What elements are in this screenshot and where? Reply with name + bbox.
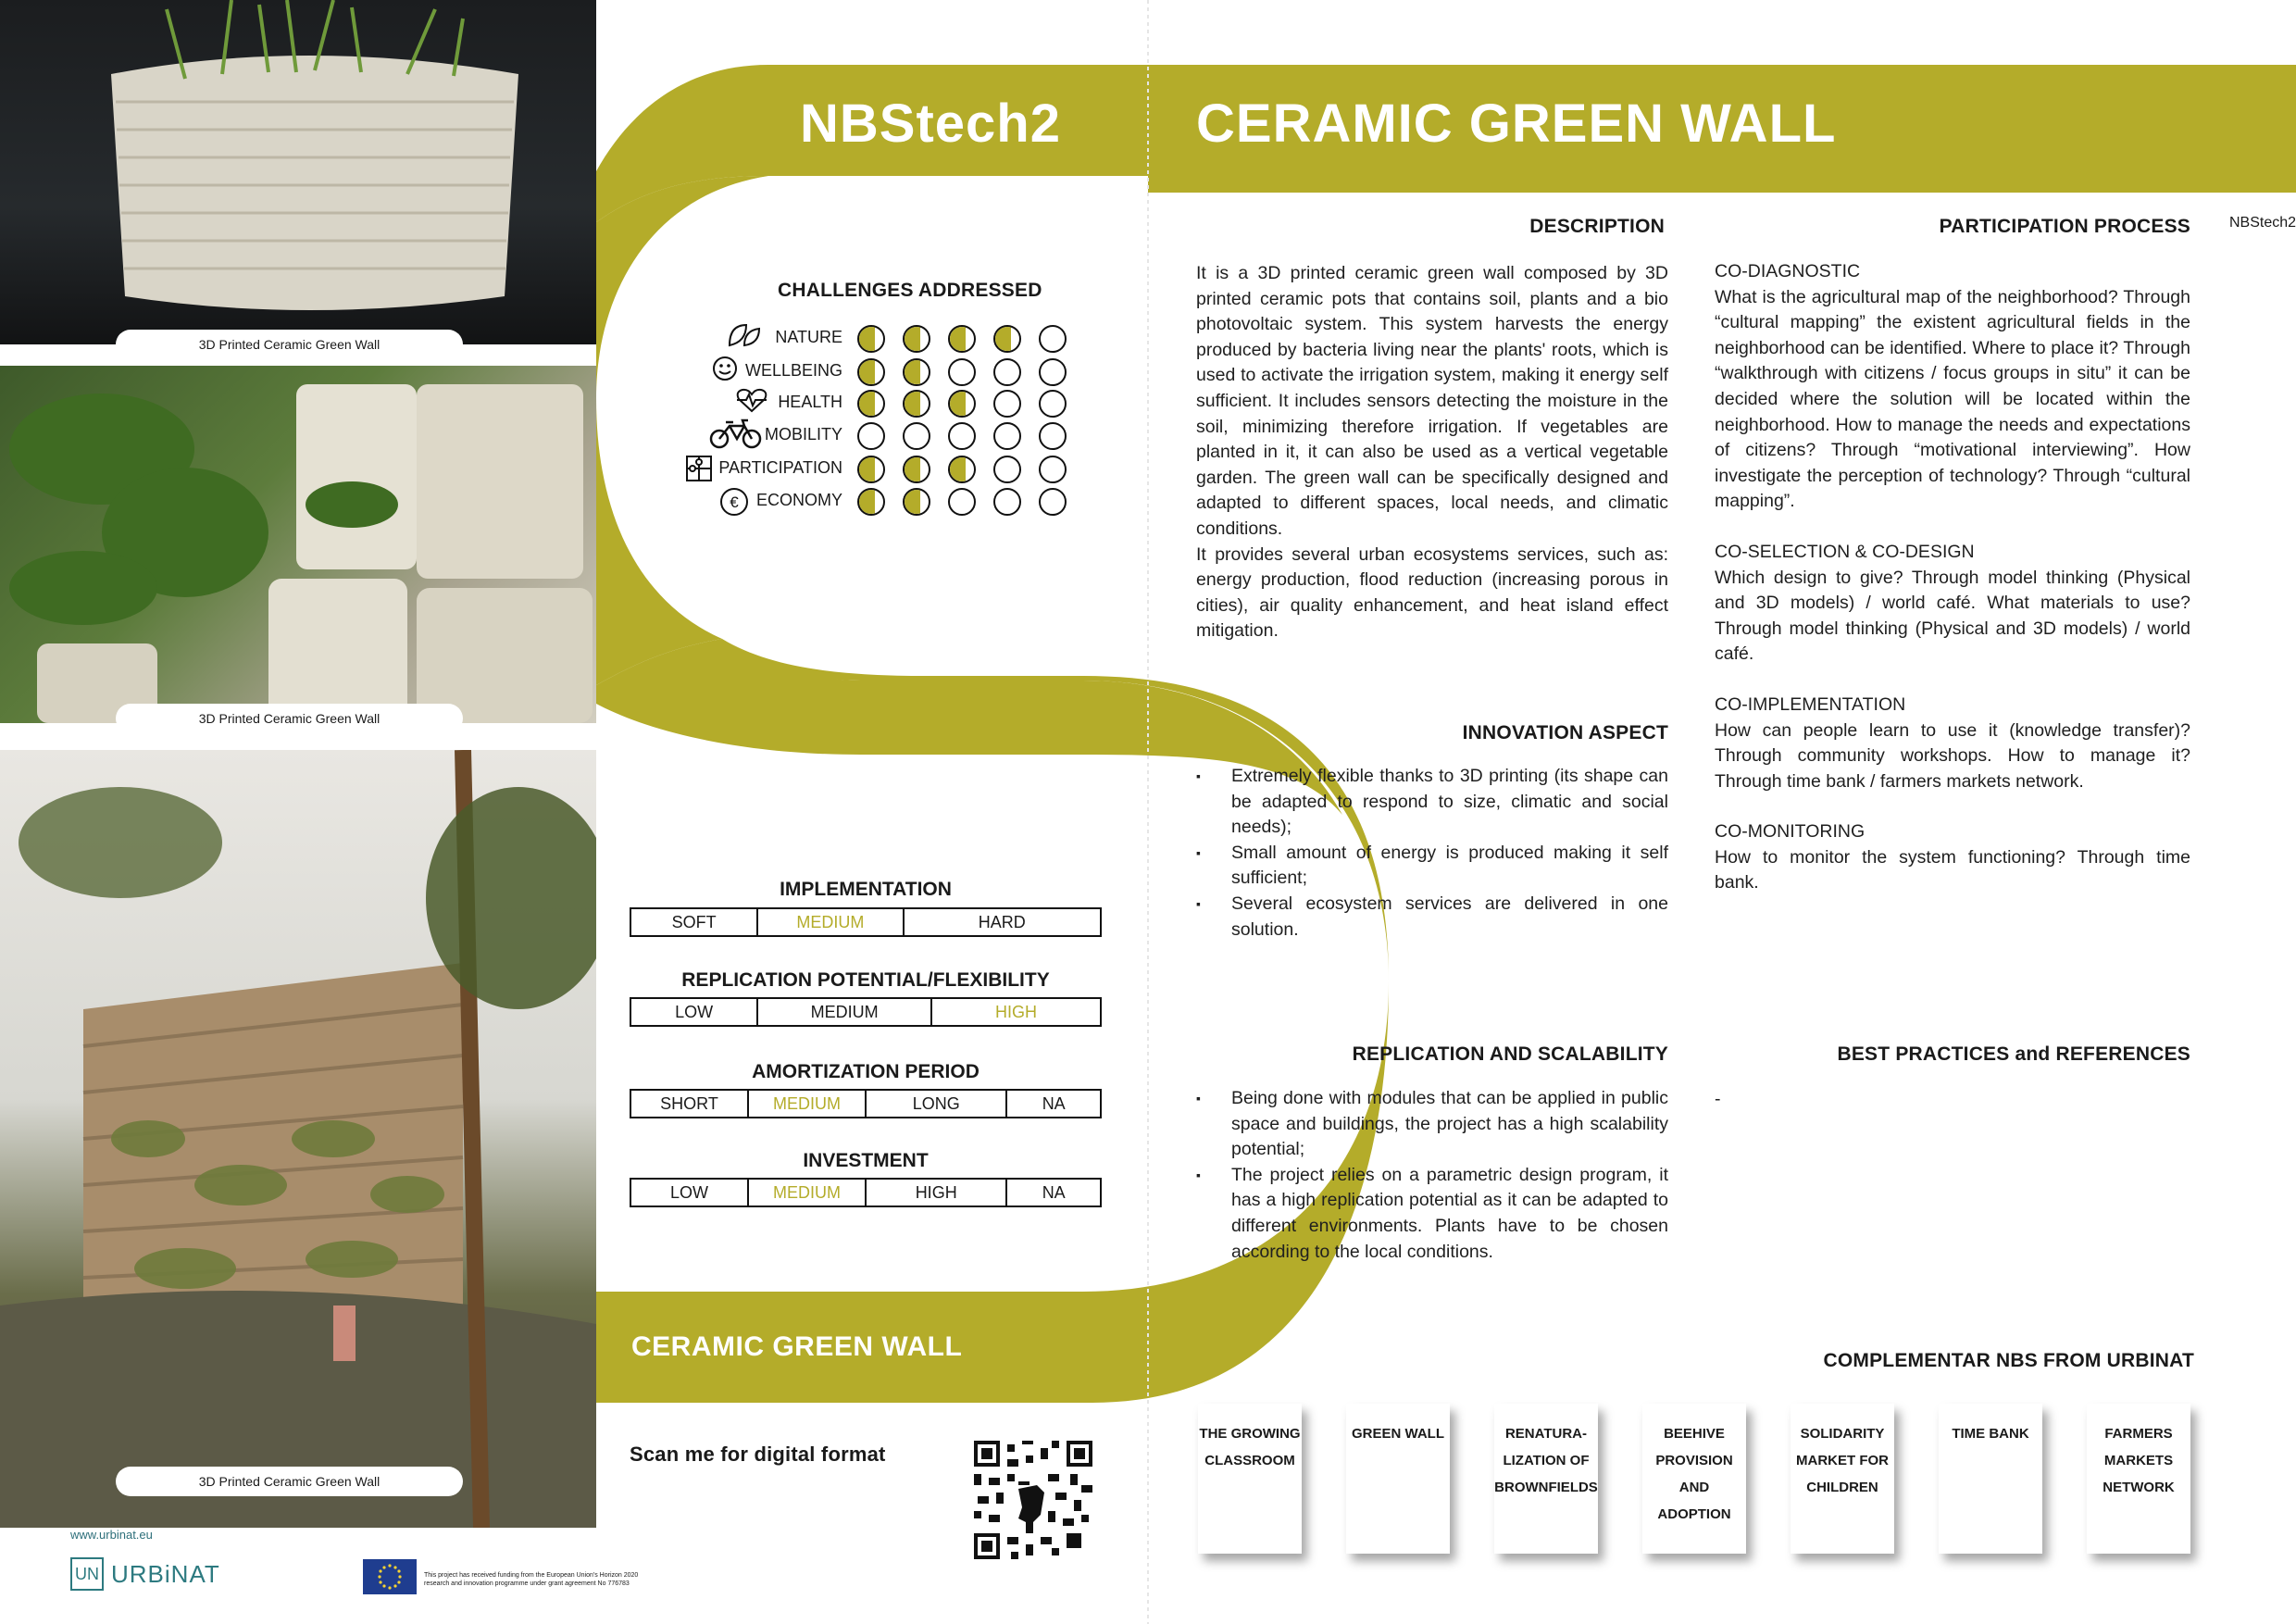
leaf-icon	[726, 321, 763, 349]
score-circle	[948, 390, 976, 418]
score-circle	[1039, 456, 1067, 483]
complementary-card-label: BROWNFIELDS	[1494, 1480, 1598, 1495]
replication-table	[630, 997, 1102, 1027]
participation-content	[1715, 259, 2190, 896]
complementary-card[interactable]	[2087, 1404, 2190, 1554]
score-circle	[993, 358, 1021, 386]
score-circle	[857, 488, 885, 516]
score-circle	[903, 358, 930, 386]
innovation-list	[1196, 764, 1668, 943]
score-circle	[948, 422, 976, 450]
complementary-card-label: LIZATION OF	[1503, 1453, 1590, 1468]
complementary-card-label: RENATURA-	[1504, 1426, 1588, 1442]
euro-icon	[718, 486, 750, 518]
photo-caption-3: 3D Printed Ceramic Green Wall	[116, 1467, 463, 1496]
complementary-card[interactable]	[1494, 1404, 1598, 1554]
score-circle	[903, 390, 930, 418]
participation-title: PARTICIPATION PROCESS	[1939, 216, 2190, 237]
heartbeat-icon	[735, 386, 768, 414]
amortization-option: NA	[1006, 1090, 1101, 1118]
complementary-card-label: TIME BANK	[1952, 1426, 2029, 1442]
participation-section-text: Which design to give? Through model thinking (Physical and 3D models) / world café. What materials to use? Through model thinking (Physical and 3D models) / world café.	[1715, 567, 2190, 665]
replication-option: HIGH	[931, 998, 1101, 1026]
score-circle	[948, 456, 976, 483]
score-circle	[857, 358, 885, 386]
best-practices-title: BEST PRACTICES and REFERENCES	[1837, 1043, 2190, 1065]
score-circle	[857, 422, 885, 450]
brand-title: NBStech2	[800, 94, 1061, 154]
complementary-card[interactable]	[1939, 1404, 2042, 1554]
svg-text:€: €	[730, 493, 739, 511]
participation-section-heading: CO-SELECTION & CO-DESIGN	[1715, 541, 1975, 562]
list-item: ▪ Extremely flexible thanks to 3D printing (its shape can be adapted to respond to size, climatic and social needs);	[1196, 764, 1668, 841]
score-circle	[903, 456, 930, 483]
complementary-card-label: GREEN WALL	[1352, 1426, 1444, 1442]
score-circle	[948, 325, 976, 353]
photo-caption-2: 3D Printed Ceramic Green Wall	[116, 704, 463, 733]
participation-section-heading: CO-DIAGNOSTIC	[1715, 261, 1861, 281]
investment-option: MEDIUM	[748, 1179, 866, 1206]
complementary-card-label: MARKETS	[2103, 1453, 2174, 1468]
participation-section-heading: CO-MONITORING	[1715, 821, 1866, 843]
score-circle	[1039, 488, 1067, 516]
amortization-option: SHORT	[630, 1090, 748, 1118]
challenge-label-mobility: MOBILITY	[764, 425, 842, 443]
complementary-card[interactable]	[1346, 1404, 1450, 1554]
score-circle	[903, 325, 930, 353]
participation-section-text: How can people learn to use it (knowledge transfer)? Through community workshops. How to manage it? Through time bank / farmers markets network.	[1715, 719, 2190, 792]
scan-text: Scan me for digital format	[630, 1443, 886, 1466]
complementary-card[interactable]	[1198, 1404, 1302, 1554]
list-item: ▪ Several ecosystem services are delivered in one solution.	[1196, 892, 1668, 943]
score-circle	[1039, 325, 1067, 353]
amortization-title: AMORTIZATION PERIOD	[752, 1061, 980, 1082]
urbinat-logo-mark: UN	[70, 1557, 104, 1591]
banner-title: CERAMIC GREEN WALL	[631, 1331, 963, 1362]
investment-option: HIGH	[866, 1179, 1006, 1206]
score-circle	[1039, 358, 1067, 386]
challenge-label-nature: NATURE	[775, 328, 842, 346]
investment-title: INVESTMENT	[803, 1150, 929, 1171]
innovation-title: INNOVATION ASPECT	[1462, 722, 1668, 743]
implementation-title: IMPLEMENTATION	[780, 879, 952, 900]
list-item: ▪ Being done with modules that can be applied in public space and buildings, the project has a high scalability potential;	[1196, 1086, 1668, 1163]
complementary-card-label: CLASSROOM	[1204, 1453, 1295, 1468]
score-circle	[948, 488, 976, 516]
complementary-card-label: SOLIDARITY	[1800, 1426, 1885, 1442]
eu-funding-text	[424, 1571, 683, 1588]
participation-section-text: What is the agricultural map of the neighborhood? Through “cultural mapping” the existent agricultural fields in the neighborhood can be identified. Where to place it? Through “walkthrough with citizens / focus groups in situ” it can be decided where the solution will be located within the neighborhood. How to manage the needs and expectations of citizens? Through “motivational interviewing”. How investigate the perception of technology? Through “cultural mapping”.	[1715, 286, 2190, 512]
investment-option: LOW	[630, 1179, 748, 1206]
puzzle-icon	[685, 455, 713, 482]
urbinat-logo	[70, 1555, 220, 1593]
participation-section-heading: CO-IMPLEMENTATION	[1715, 693, 1906, 715]
implementation-option: HARD	[904, 908, 1101, 936]
complementary-card-label: PROVISION AND	[1655, 1453, 1733, 1495]
amortization-option: LONG	[866, 1090, 1006, 1118]
list-item: ▪ Small amount of energy is produced making it self sufficient;	[1196, 841, 1668, 892]
bicycle-icon	[709, 417, 763, 450]
challenge-label-economy: ECONOMY	[755, 491, 842, 509]
score-circle	[903, 422, 930, 450]
replication-option: MEDIUM	[757, 998, 931, 1026]
challenge-label-participation: PARTICIPATION	[718, 458, 842, 477]
description-paragraph-1: It is a 3D printed ceramic green wall composed by 3D printed ceramic pots that contains soil, plants and a bio photovoltaic system. This system harvests the energy produced by bacteria living near the plants' roots, which is used to activate the irrigation system, making it energy self sufficient. It includes sensors detecting the moisture in the soil, minimizing therefore irrigation. If vegetables are planted in it, it can also be used as a vertical vegetable garden. The green wall can be specifically designed and adapted to different spaces, local needs, and climatic conditions.	[1196, 263, 1668, 539]
list-item: ▪ The project relies on a parametric design program, it has a high replication potential as it can be adapted to different environments. Plants have to be chosen according to the local conditions.	[1196, 1163, 1668, 1265]
implementation-option: MEDIUM	[757, 908, 903, 936]
score-circle	[993, 325, 1021, 353]
qr-code-icon[interactable]	[974, 1441, 1092, 1559]
urbinat-logo-text: URBiNAT	[111, 1559, 220, 1588]
score-circle	[993, 390, 1021, 418]
complementary-title: COMPLEMENTAR NBS FROM URBINAT	[1823, 1350, 2194, 1371]
best-practices-text: -	[1715, 1089, 1721, 1109]
score-circle	[857, 456, 885, 483]
photo-caption-1: 3D Printed Ceramic Green Wall	[116, 330, 463, 359]
eu-funding-line-1: This project has received funding from the European Union's Horizon 2020	[424, 1572, 639, 1579]
challenge-label-health: HEALTH	[778, 393, 842, 411]
score-circle	[948, 358, 976, 386]
score-circle	[993, 422, 1021, 450]
photo-ceramic-pot	[0, 0, 596, 344]
complementary-card-label: MARKET FOR	[1796, 1453, 1889, 1468]
side-brand: NBStech2	[2229, 215, 2296, 231]
amortization-option: MEDIUM	[748, 1090, 866, 1118]
eu-flag-icon	[363, 1559, 417, 1594]
score-circle	[903, 488, 930, 516]
smiley-icon	[711, 355, 739, 382]
complementary-card[interactable]	[1642, 1404, 1746, 1554]
replication-scalability-list	[1196, 1086, 1668, 1265]
page-title: CERAMIC GREEN WALL	[1196, 94, 1837, 154]
replication-scalability-title: REPLICATION AND SCALABILITY	[1352, 1043, 1668, 1065]
complementary-card-label: CHILDREN	[1806, 1480, 1878, 1495]
photo-green-wall-pots	[0, 366, 596, 723]
investment-option: NA	[1006, 1179, 1101, 1206]
score-circle	[993, 456, 1021, 483]
complementary-card-label: NETWORK	[2103, 1480, 2175, 1495]
eu-funding-line-2: research and innovation programme under grant agreement No 776783	[424, 1580, 630, 1587]
replication-title: REPLICATION POTENTIAL/FLEXIBILITY	[681, 969, 1050, 991]
description-title: DESCRIPTION	[1529, 216, 1665, 237]
challenges-title: CHALLENGES ADDRESSED	[778, 280, 1042, 301]
photo-installation	[0, 750, 596, 1528]
website-link[interactable]: www.urbinat.eu	[70, 1528, 153, 1542]
challenge-label-wellbeing: WELLBEING	[744, 361, 842, 380]
complementary-card-label: BEEHIVE	[1664, 1426, 1725, 1442]
score-circle	[857, 325, 885, 353]
score-circle	[1039, 390, 1067, 418]
score-circle	[857, 390, 885, 418]
score-circle	[993, 488, 1021, 516]
score-circle	[1039, 422, 1067, 450]
implementation-option: SOFT	[630, 908, 757, 936]
complementary-card-label: ADOPTION	[1657, 1506, 1731, 1522]
description-paragraph-2: It provides several urban ecosystems services, such as: energy production, flood reduction (increasing porous in cities), air quality enhancement, and heat island effect mitigation.	[1196, 543, 1668, 642]
participation-section-text: How to monitor the system functioning? Through time bank.	[1715, 846, 2190, 893]
complementary-card[interactable]	[1791, 1404, 1894, 1554]
description-text	[1196, 261, 1668, 644]
replication-option: LOW	[630, 998, 757, 1026]
investment-table	[630, 1178, 1102, 1207]
complementary-card-label: FARMERS	[2104, 1426, 2173, 1442]
implementation-table	[630, 907, 1102, 937]
amortization-table	[630, 1089, 1102, 1118]
complementary-card-label: THE GROWING	[1199, 1426, 1301, 1442]
